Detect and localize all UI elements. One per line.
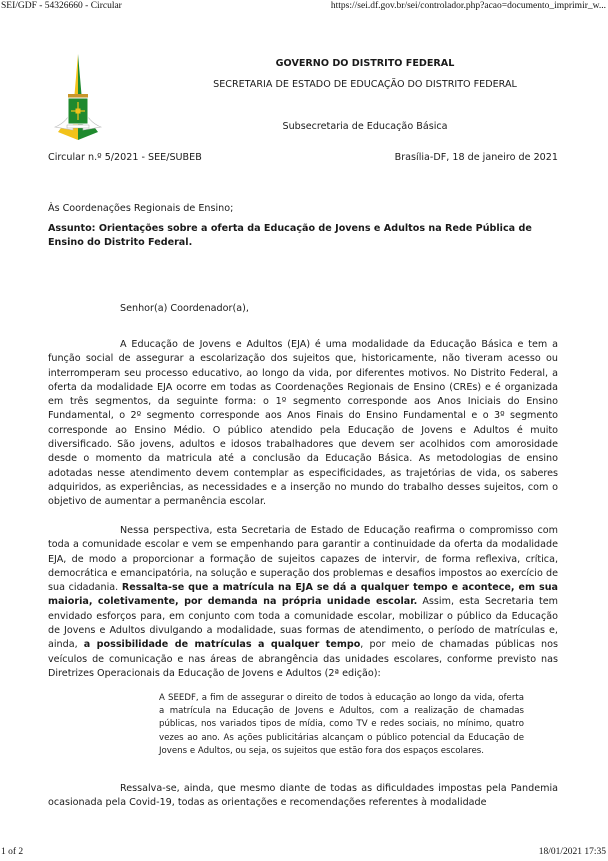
paragraph-2-text-2: Assim, esta Secretaria tem envidado esforços para, em conjunto com toda a comunidade escolar, mobilizar o público da Educação de Jovens e Adultos divulgando a modalidade, suas formas de atendimento, o período de matrículas e, ainda, [48, 596, 558, 651]
print-url: https://sei.df.gov.br/sei/controlador.php?acao=documento_imprimir_w... [330, 1, 606, 11]
print-datetime: 18/01/2021 17:35 [538, 847, 606, 857]
paragraph-2-bold-1: Ressalta-se que a matrícula na EJA se dá a qualquer tempo e acontece, em sua maioria, coletivamente, por demanda na própria unidade escolar. [48, 582, 559, 608]
letterhead-secretariat: SECRETARIA DE ESTADO DE EDUCAÇÃO DO DISTRITO FEDERAL [213, 79, 517, 90]
salutation: Senhor(a) Coordenador(a), [120, 303, 249, 314]
paragraph-2-text-3: , por meio de chamadas públicas nos veículos de comunicação e nas áreas de abrangência das unidades escolares, conforme previsto nas Diretrizes Operacionais da Educação de Jovens e Adultos (2ª edição): [48, 639, 558, 679]
logo-crown [68, 94, 88, 98]
paragraph-3 [48, 782, 558, 811]
print-footer [0, 847, 608, 861]
addressee: Às Coordenações Regionais de Ensino; [48, 203, 234, 214]
page-indicator: 1 of 2 [1, 847, 24, 857]
paragraph-2-bold-2: a possibilidade de matrículas a qualquer tempo [83, 639, 361, 651]
subject: Assunto: Orientações sobre a oferta da Educação de Jovens e Adultos na Rede Pública de Ensino do Distrito Federal. [48, 223, 532, 248]
paragraph-1 [48, 338, 558, 510]
logo-motto-ribbon [67, 125, 89, 128]
letterhead-subsecretariat: Subsecretaria de Educação Básica [282, 121, 448, 132]
document-number: Circular n.º 5/2021 - SEE/SUBEB [48, 152, 202, 163]
paragraph-2 [48, 524, 558, 681]
paragraph-1-text: A Educação de Jovens e Adultos (EJA) é uma modalidade da Educação Básica e tem a função social de assegurar a escolarização dos sujeitos que, historicamente, não tiveram acesso ou interromperam seu processo educativo, ao longo da vida, por diferentes motivos. No Distrito Federal, a oferta da modalidade EJA ocorre em todas as Coordenações Regionais de Ensino (CREs) e é organizada em três segmentos, da seguinte forma: o 1º segmento corresponde aos Anos Iniciais do Ensino Fundamental, o 2º segmento corresponde aos Anos Finais do Ensino Fundamental e o 3º segmento corresponde ao Ensino Médio. O público atendido pela Educação de Jovens e Adultos é muito diversificado. São jovens, adultos e idosos trabalhadores que devem ser acolhidos com amorosidade desde o momento da matricula até a conclusão da Educação Básica. As metodologias de ensino adotadas nesse atendimento devem contemplar as especificidades, as trajetórias de vida, os saberes adquiridos, as experiências, as necessidades e a inserção no mundo do trabalho desses sujeitos, com o objetivo de aumentar a permanência escolar. [48, 339, 558, 508]
place-date: Brasília-DF, 18 de janeiro de 2021 [394, 152, 558, 163]
print-header [0, 1, 608, 15]
paragraph-3-text: Ressalva-se, ainda, que mesmo diante de todas as dificuldades impostas pela Pandemia ocasionada pela Covid-19, todas as orientações e recomendações referentes à modalidade [48, 783, 558, 809]
coat-of-arms-logo [53, 52, 103, 144]
print-title: SEI/GDF - 54326660 - Circular [1, 1, 122, 11]
logo-center-square [76, 109, 81, 114]
paragraph-2-text-1: Nessa perspectiva, esta Secretaria de Estado de Educação reafirma o compromisso com toda a comunidade escolar e vem se empenhando para garantir a continuidade da oferta da modalidade EJA, de modo a proporcionar a formação de sujeitos capazes de intervir, de forma reflexiva, crítica, democrática e emancipatória, na solução e superação dos problemas e desafios impostos ao exercício de sua cidadania. [48, 525, 558, 594]
block-quote: A SEEDF, a fim de assegurar o direito de todos à educação ao longo da vida, oferta a matrícula na Educação de Jovens e Adultos, com a realização de chamadas públicas, nos variados tipos de mídia, como TV e redes sociais, no mínimo, quatro vezes ao ano. As ações publicitárias alcançam o público potencial da Educação de Jovens e Adultos, ou seja, os sujeitos que estão fora dos espaços escolares. [159, 693, 524, 756]
letterhead-government: GOVERNO DO DISTRITO FEDERAL [275, 58, 455, 69]
